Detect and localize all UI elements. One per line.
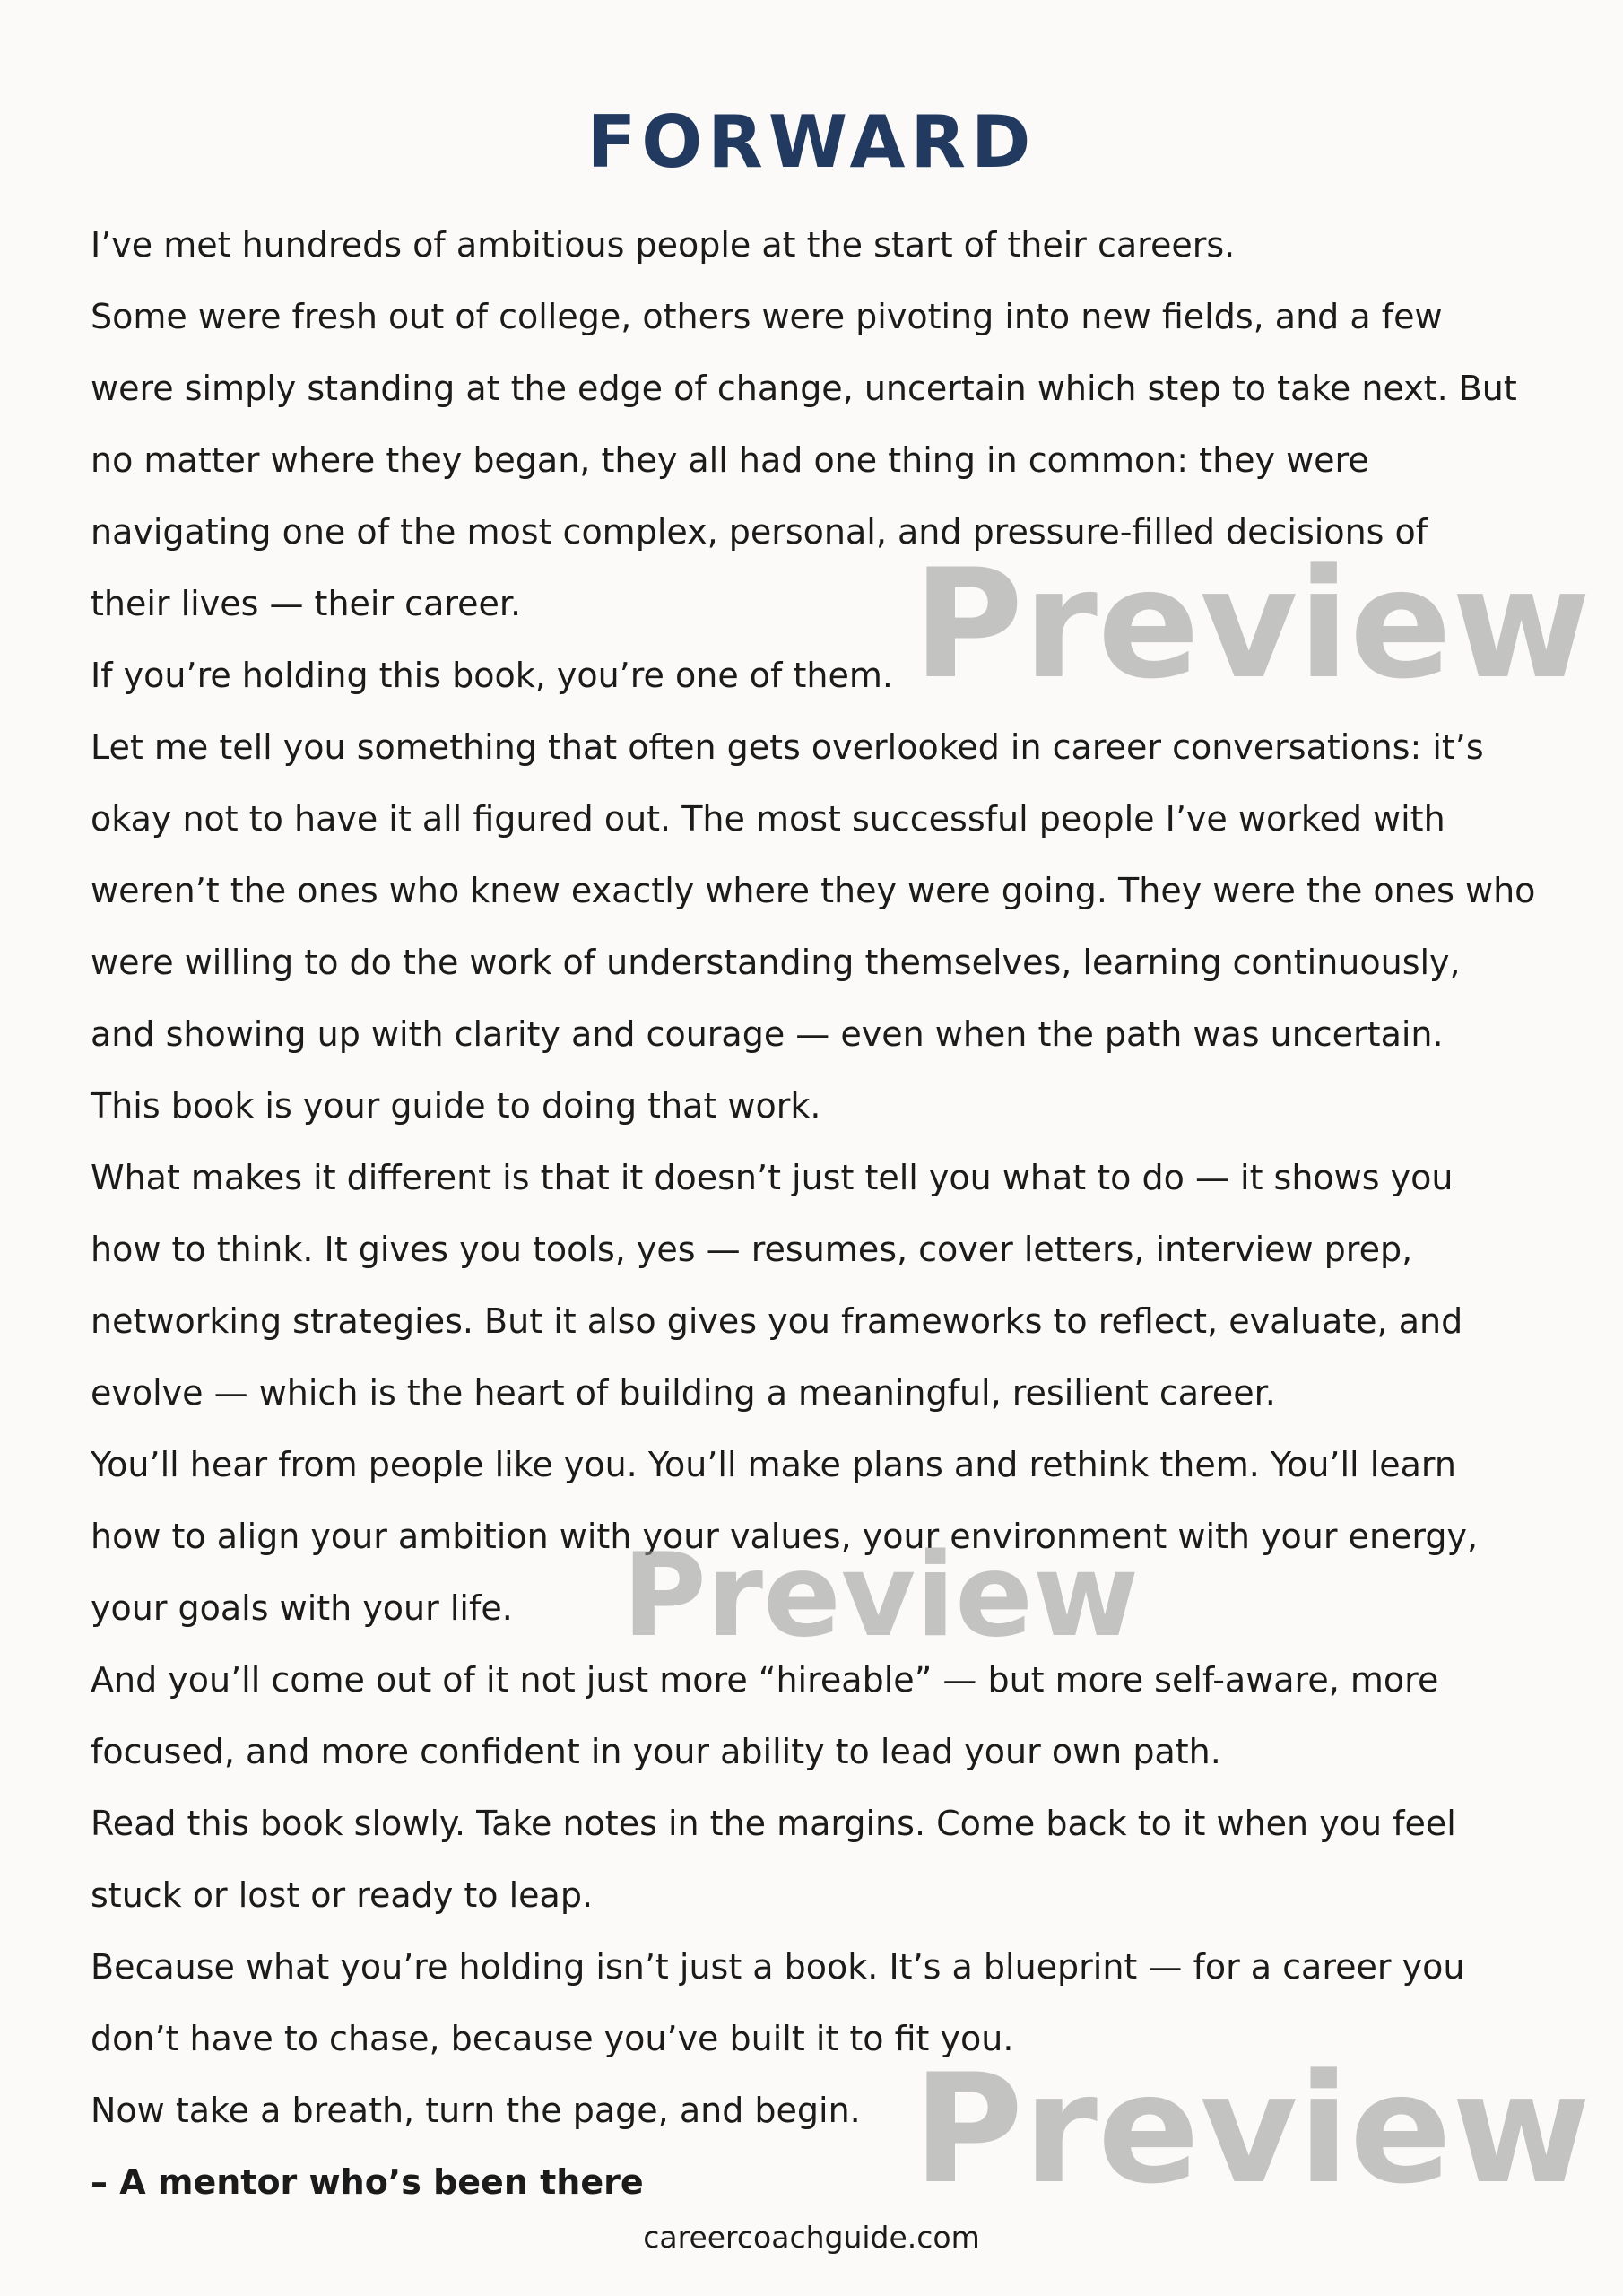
preview-watermark: Preview [913, 2041, 1592, 2217]
body-line: If you’re holding this book, you’re one of them. [91, 656, 893, 695]
body-line: your goals with your life. [91, 1588, 513, 1628]
body-line: don’t have to chase, because you’ve built it to fit you. [91, 2019, 1014, 2058]
body-line: how to think. It gives you tools, yes — resumes, cover letters, interview prep, [91, 1230, 1413, 1269]
body-line: focused, and more confident in your ability to lead your own path. [91, 1732, 1221, 1771]
body-line: okay not to have it all figured out. The most successful people I’ve worked with [91, 799, 1445, 839]
body-line: were simply standing at the edge of change, uncertain which step to take next. But [91, 369, 1517, 408]
body-line: how to align your ambition with your values, your environment with your energy, [91, 1517, 1479, 1556]
body-line: Let me tell you something that often gets overlooked in career conversations: it’s [91, 727, 1484, 767]
foreword-body [91, 209, 1597, 2218]
body-line: were willing to do the work of understanding themselves, learning continuously, [91, 943, 1461, 982]
preview-watermark: Preview [913, 536, 1592, 712]
footer-website: careercoachguide.com [643, 2220, 980, 2255]
body-line: weren’t the ones who knew exactly where they were going. They were the ones who [91, 871, 1536, 910]
body-line: no matter where they began, they all had one thing in common: they were [91, 440, 1369, 480]
body-line: What makes it different is that it doesn’t just tell you what to do — it shows you [91, 1158, 1454, 1197]
page-title: FORWARD [586, 100, 1037, 184]
body-line: Because what you’re holding isn’t just a book. It’s a blueprint — for a career you [91, 1947, 1465, 1987]
body-line: networking strategies. But it also gives you frameworks to reflect, evaluate, and [91, 1301, 1463, 1341]
body-line: Now take a breath, turn the page, and begin. [91, 2091, 861, 2130]
body-line: stuck or lost or ready to leap. [91, 1875, 594, 1915]
body-line: And you’ll come out of it not just more “hireable” — but more self-aware, more [91, 1660, 1439, 1700]
body-line: This book is your guide to doing that work. [91, 1086, 821, 1126]
preview-watermark: Preview [622, 1529, 1140, 1663]
body-line: I’ve met hundreds of ambitious people at the start of their careers. [91, 225, 1236, 265]
body-line: You’ll hear from people like you. You’ll make plans and rethink them. You’ll learn [91, 1445, 1456, 1484]
body-line: Read this book slowly. Take notes in the margins. Come back to it when you feel [91, 1804, 1456, 1843]
body-line: evolve — which is the heart of building a meaningful, resilient career. [91, 1373, 1276, 1413]
body-line: their lives — their career. [91, 584, 522, 623]
body-line: Some were fresh out of college, others were pivoting into new fields, and a few [91, 297, 1443, 336]
body-line: and showing up with clarity and courage — even when the path was uncertain. [91, 1014, 1444, 1054]
signature: – A mentor who’s been there [91, 2162, 644, 2202]
body-line: navigating one of the most complex, personal, and pressure-filled decisions of [91, 512, 1428, 552]
